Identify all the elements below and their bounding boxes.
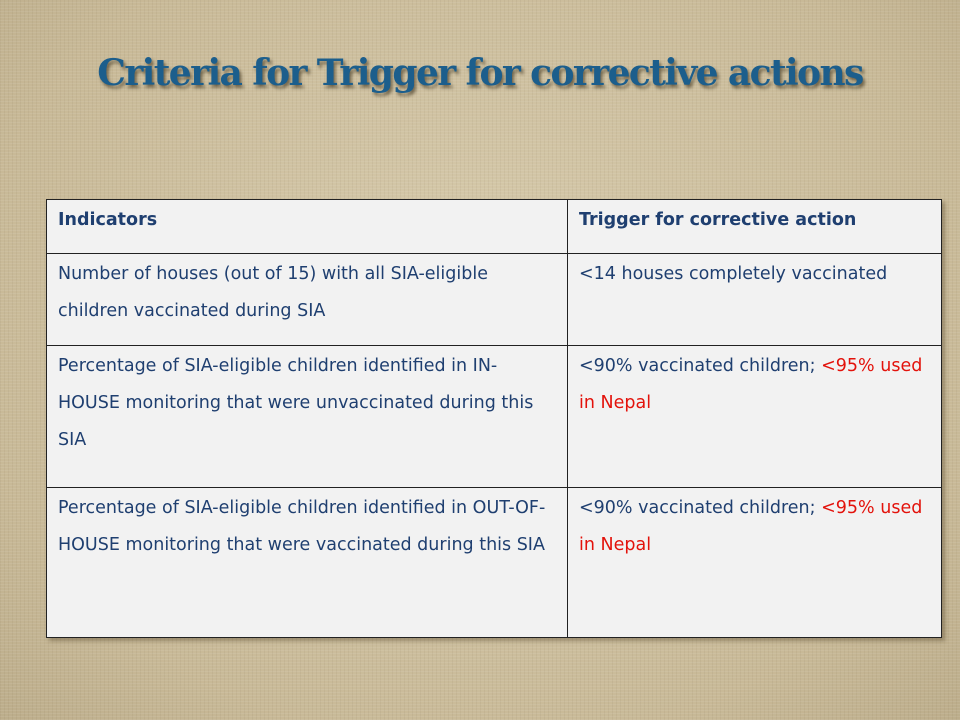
trigger-cell: [568, 488, 942, 638]
trigger-text: <90% vaccinated children;: [579, 356, 816, 376]
indicator-cell: Percentage of SIA-eligible children identified in IN-HOUSE monitoring that were unvaccinated during this SIA: [47, 346, 568, 488]
trigger-text: <90% vaccinated children;: [579, 498, 816, 518]
trigger-cell: [568, 346, 942, 488]
header-trigger: Trigger for corrective action: [568, 200, 942, 254]
table-row: [47, 254, 942, 346]
trigger-text: <14 houses completely vaccinated: [579, 264, 888, 284]
table-header-row: [47, 200, 942, 254]
trigger-nepal-note: <95% used in Nepal: [579, 498, 923, 555]
table-row: [47, 488, 942, 638]
indicator-cell: Percentage of SIA-eligible children identified in OUT-OF-HOUSE monitoring that were vaccinated during this SIA: [47, 488, 568, 638]
indicator-cell: Number of houses (out of 15) with all SIA-eligible children vaccinated during SIA: [47, 254, 568, 346]
criteria-table: [46, 199, 942, 638]
trigger-cell: [568, 254, 942, 346]
slide-title: Criteria for Trigger for corrective actions: [97, 52, 863, 94]
table-row: [47, 346, 942, 488]
header-indicators: Indicators: [47, 200, 568, 254]
trigger-nepal-note: <95% used in Nepal: [579, 356, 923, 413]
